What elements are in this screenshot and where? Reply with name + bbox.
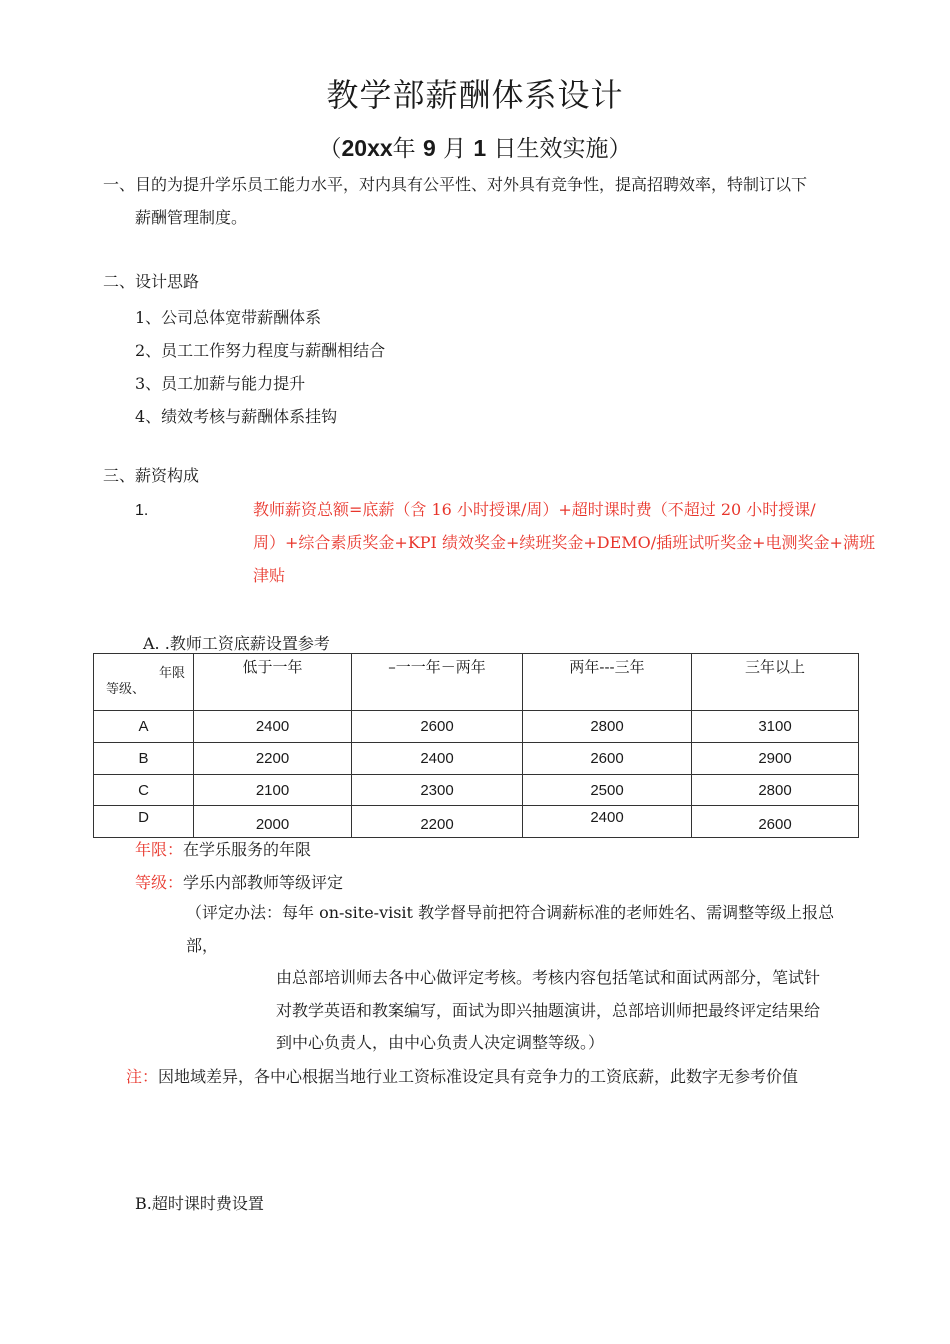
section-b-heading: B.超时课时费设置 (135, 1194, 264, 1213)
table-row (94, 743, 859, 775)
salary-cell: 3100 (692, 711, 859, 743)
method-line-3: 由总部培训师去各中心做评定考核。考核内容包括笔试和面试两部分，笔试针 (276, 968, 821, 987)
term-note (135, 840, 311, 860)
grade-label: 等级： (135, 873, 184, 892)
subtitle-open: （ (318, 136, 342, 162)
note-text: 因地域差异，各中心根据当地行业工资标准设定具有竞争力的工资底薪，此数字无参考价值 (158, 1067, 799, 1086)
table-corner-cell (94, 654, 194, 711)
salary-cell: 2800 (523, 711, 692, 743)
grade-note (135, 873, 343, 893)
subtitle-rest: 日生效实施） (493, 136, 632, 162)
salary-cell: 2400 (194, 711, 352, 743)
grade-cell: A (94, 711, 194, 743)
method-line-5: 到中心负责人，由中心负责人决定调整等级。） (276, 1033, 605, 1052)
salary-formula-line-2: 周）+综合素质奖金+KPI 绩效奖金+续班奖金+DEMO/插班试听奖金+电测奖金+满班 (253, 533, 875, 552)
document-title: 教学部薪酬体系设计 (326, 76, 624, 114)
subtitle-day: 1 (473, 135, 487, 161)
salary-cell: 2600 (523, 743, 692, 775)
table-a-caption: A. .教师工资底薪设置参考 (143, 634, 330, 653)
grade-text: 学乐内部教师等级评定 (183, 873, 344, 892)
note-label: 注： (126, 1067, 159, 1086)
column-header: 两年---三年 (523, 654, 692, 711)
table-row (94, 775, 859, 806)
grade-cell: B (94, 743, 194, 775)
subtitle-year: 20xx (341, 135, 393, 161)
table-row (94, 806, 859, 838)
column-header: –一一年－两年 (352, 654, 523, 711)
section2-item: 2、员工工作努力程度与薪酬相结合 (135, 341, 386, 360)
grade-cell: D (94, 806, 194, 838)
method-line-4: 对教学英语和教案编写，面试为即兴抽题演讲，总部培训师把最终评定结果给 (276, 1001, 821, 1020)
salary-cell: 2600 (352, 711, 523, 743)
intro-line-1: 一、目的为提升学乐员工能力水平，对内具有公平性、对外具有竞争性，提高招聘效率，特制订以下 (103, 175, 808, 194)
salary-cell: 2200 (352, 806, 523, 838)
salary-cell: 2200 (194, 743, 352, 775)
salary-cell: 2400 (352, 743, 523, 775)
salary-cell: 2900 (692, 743, 859, 775)
method-line-1: （评定办法：每年 on-site-visit 教学督导前把符合调薪标准的老师姓名、需调整等级上报总 (186, 903, 835, 922)
salary-cell: 2800 (692, 775, 859, 806)
section2-item: 3、员工加薪与能力提升 (135, 374, 306, 393)
subtitle-year-char: 年 (392, 136, 416, 162)
method-line-2: 部， (186, 936, 219, 955)
base-salary-table (93, 653, 859, 838)
salary-formula-line-1: 教师薪资总额=底薪（含 16 小时授课/周）+超时课时费（不超过 20 小时授课/ (253, 500, 816, 519)
subtitle-month-char: 月 (443, 136, 467, 162)
term-label: 年限： (135, 840, 184, 859)
grade-cell: C (94, 775, 194, 806)
salary-cell: 2500 (523, 775, 692, 806)
salary-cell: 2300 (352, 775, 523, 806)
section3-item-number: 1. (135, 502, 149, 519)
term-text: 在学乐服务的年限 (183, 840, 312, 859)
salary-formula-line-3: 津贴 (253, 566, 286, 585)
regional-note (126, 1067, 798, 1087)
corner-label-grade: 等级、 (106, 681, 146, 696)
section3-heading: 三、薪资构成 (103, 466, 200, 485)
salary-cell: 2000 (194, 806, 352, 838)
table-header-row (94, 654, 859, 711)
table-row (94, 711, 859, 743)
salary-cell: 2400 (523, 806, 692, 838)
section2-item: 1、公司总体宽带薪酬体系 (135, 308, 322, 327)
column-header: 三年以上 (692, 654, 859, 711)
subtitle-month: 9 (422, 135, 436, 161)
column-header: 低于一年 (194, 654, 352, 711)
section2-heading: 二、设计思路 (103, 272, 200, 291)
salary-cell: 2100 (194, 775, 352, 806)
salary-cell: 2600 (692, 806, 859, 838)
intro-line-2: 薪酬管理制度。 (135, 208, 248, 227)
section2-item: 4、绩效考核与薪酬体系挂钩 (135, 407, 338, 426)
corner-label-years: 年限 (158, 665, 185, 680)
effective-date-subtitle (0, 130, 950, 163)
